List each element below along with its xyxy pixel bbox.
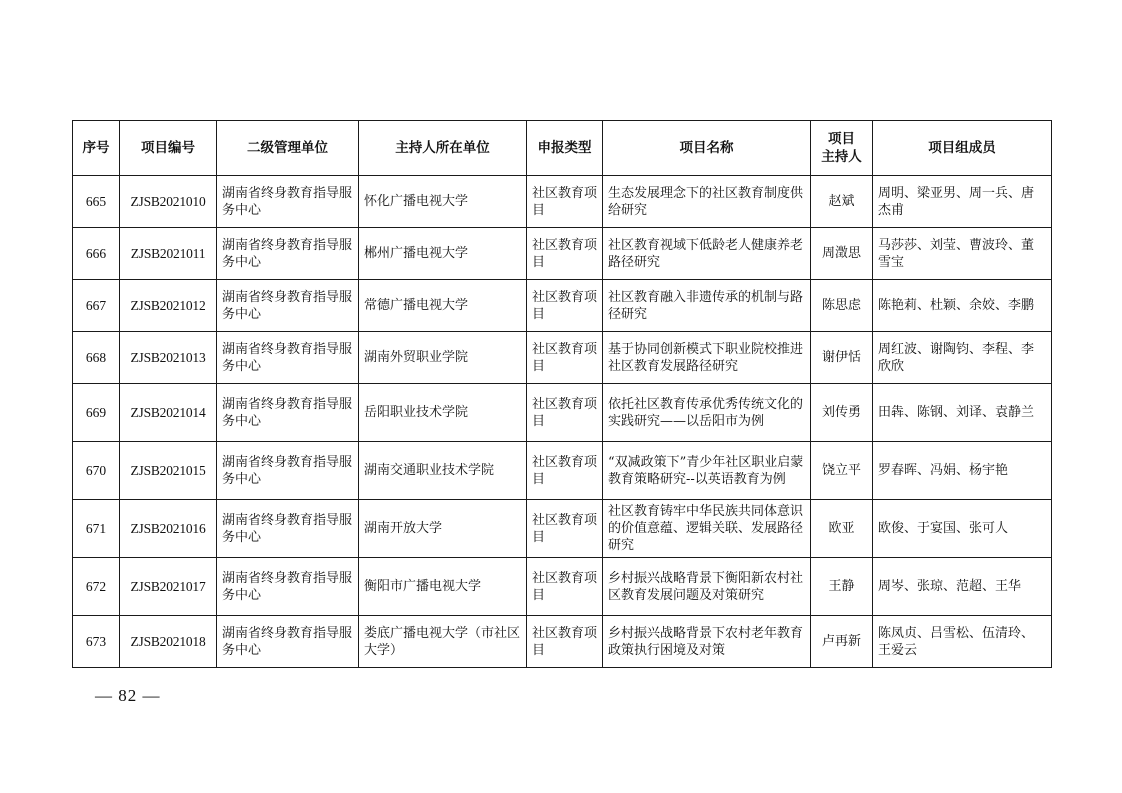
- cell-org: 郴州广播电视大学: [359, 228, 527, 280]
- cell-members: 陈艳莉、杜颖、余姣、李鹏: [873, 280, 1052, 332]
- cell-unit: 湖南省终身教育指导服务中心: [217, 442, 359, 500]
- header-host: 项目 主持人: [811, 121, 873, 176]
- cell-unit: 湖南省终身教育指导服务中心: [217, 280, 359, 332]
- cell-members: 欧俊、于宴国、张可人: [873, 500, 1052, 558]
- cell-type: 社区教育项目: [527, 332, 603, 384]
- header-members: 项目组成员: [873, 121, 1052, 176]
- cell-members: 罗春晖、冯娟、杨宇艳: [873, 442, 1052, 500]
- cell-unit: 湖南省终身教育指导服务中心: [217, 500, 359, 558]
- cell-code: ZJSB2021017: [120, 558, 217, 616]
- cell-seq: 669: [73, 384, 120, 442]
- cell-host: 卢再新: [811, 616, 873, 668]
- cell-type: 社区教育项目: [527, 558, 603, 616]
- cell-seq: 667: [73, 280, 120, 332]
- cell-type: 社区教育项目: [527, 442, 603, 500]
- cell-seq: 670: [73, 442, 120, 500]
- cell-name: 社区教育视域下低龄老人健康养老路径研究: [603, 228, 811, 280]
- cell-name: 生态发展理念下的社区教育制度供给研究: [603, 176, 811, 228]
- cell-members: 田犇、陈钢、刘译、袁静兰: [873, 384, 1052, 442]
- cell-seq: 665: [73, 176, 120, 228]
- cell-type: 社区教育项目: [527, 500, 603, 558]
- cell-unit: 湖南省终身教育指导服务中心: [217, 616, 359, 668]
- cell-unit: 湖南省终身教育指导服务中心: [217, 384, 359, 442]
- cell-seq: 672: [73, 558, 120, 616]
- cell-code: ZJSB2021015: [120, 442, 217, 500]
- table-row: [73, 176, 1052, 228]
- cell-type: 社区教育项目: [527, 280, 603, 332]
- cell-org: 岳阳职业技术学院: [359, 384, 527, 442]
- header-org: 主持人所在单位: [359, 121, 527, 176]
- cell-code: ZJSB2021013: [120, 332, 217, 384]
- table-row: [73, 280, 1052, 332]
- table-row: [73, 332, 1052, 384]
- cell-members: 周红波、谢陶钧、李程、李欣欣: [873, 332, 1052, 384]
- cell-host: 王静: [811, 558, 873, 616]
- cell-code: ZJSB2021011: [120, 228, 217, 280]
- table-row: [73, 558, 1052, 616]
- cell-name: 乡村振兴战略背景下农村老年教育政策执行困境及对策: [603, 616, 811, 668]
- cell-name: 社区教育融入非遗传承的机制与路径研究: [603, 280, 811, 332]
- cell-seq: 671: [73, 500, 120, 558]
- project-table: [72, 120, 1052, 668]
- cell-org: 常德广播电视大学: [359, 280, 527, 332]
- cell-host: 刘传勇: [811, 384, 873, 442]
- cell-org: 湖南交通职业技术学院: [359, 442, 527, 500]
- cell-unit: 湖南省终身教育指导服务中心: [217, 176, 359, 228]
- cell-seq: 666: [73, 228, 120, 280]
- cell-host: 谢伊恬: [811, 332, 873, 384]
- table-header-row: [73, 121, 1052, 176]
- header-code: 项目编号: [120, 121, 217, 176]
- cell-name: 社区教育铸牢中华民族共同体意识的价值意蕴、逻辑关联、发展路径研究: [603, 500, 811, 558]
- header-name: 项目名称: [603, 121, 811, 176]
- cell-members: 周明、梁亚男、周一兵、唐杰甫: [873, 176, 1052, 228]
- cell-org: 怀化广播电视大学: [359, 176, 527, 228]
- cell-host: 周澂思: [811, 228, 873, 280]
- cell-org: 娄底广播电视大学（市社区大学）: [359, 616, 527, 668]
- cell-type: 社区教育项目: [527, 616, 603, 668]
- cell-org: 衡阳市广播电视大学: [359, 558, 527, 616]
- cell-name: 乡村振兴战略背景下衡阳新农村社区教育发展问题及对策研究: [603, 558, 811, 616]
- cell-unit: 湖南省终身教育指导服务中心: [217, 228, 359, 280]
- cell-code: ZJSB2021010: [120, 176, 217, 228]
- cell-name: 基于协同创新模式下职业院校推进社区教育发展路径研究: [603, 332, 811, 384]
- cell-type: 社区教育项目: [527, 384, 603, 442]
- cell-host: 饶立平: [811, 442, 873, 500]
- cell-members: 马莎莎、刘莹、曹波玲、董雪宝: [873, 228, 1052, 280]
- table-row: [73, 616, 1052, 668]
- cell-type: 社区教育项目: [527, 176, 603, 228]
- cell-type: 社区教育项目: [527, 228, 603, 280]
- page-number: — 82 —: [95, 686, 161, 705]
- cell-host: 陈思虑: [811, 280, 873, 332]
- cell-org: 湖南开放大学: [359, 500, 527, 558]
- cell-host: 欧亚: [811, 500, 873, 558]
- cell-members: 周岑、张琼、范超、王华: [873, 558, 1052, 616]
- cell-code: ZJSB2021012: [120, 280, 217, 332]
- cell-org: 湖南外贸职业学院: [359, 332, 527, 384]
- table-row: [73, 500, 1052, 558]
- header-unit: 二级管理单位: [217, 121, 359, 176]
- cell-name: “双减政策下”青少年社区职业启蒙教育策略研究--以英语教育为例: [603, 442, 811, 500]
- table-row: [73, 228, 1052, 280]
- table-row: [73, 442, 1052, 500]
- table-row: [73, 384, 1052, 442]
- cell-host: 赵斌: [811, 176, 873, 228]
- header-type: 申报类型: [527, 121, 603, 176]
- cell-seq: 673: [73, 616, 120, 668]
- cell-unit: 湖南省终身教育指导服务中心: [217, 332, 359, 384]
- cell-code: ZJSB2021014: [120, 384, 217, 442]
- cell-name: 依托社区教育传承优秀传统文化的实践研究——以岳阳市为例: [603, 384, 811, 442]
- cell-members: 陈凤贞、吕雪松、伍清玲、王爱云: [873, 616, 1052, 668]
- cell-unit: 湖南省终身教育指导服务中心: [217, 558, 359, 616]
- cell-seq: 668: [73, 332, 120, 384]
- header-seq: 序号: [73, 121, 120, 176]
- cell-code: ZJSB2021018: [120, 616, 217, 668]
- cell-code: ZJSB2021016: [120, 500, 217, 558]
